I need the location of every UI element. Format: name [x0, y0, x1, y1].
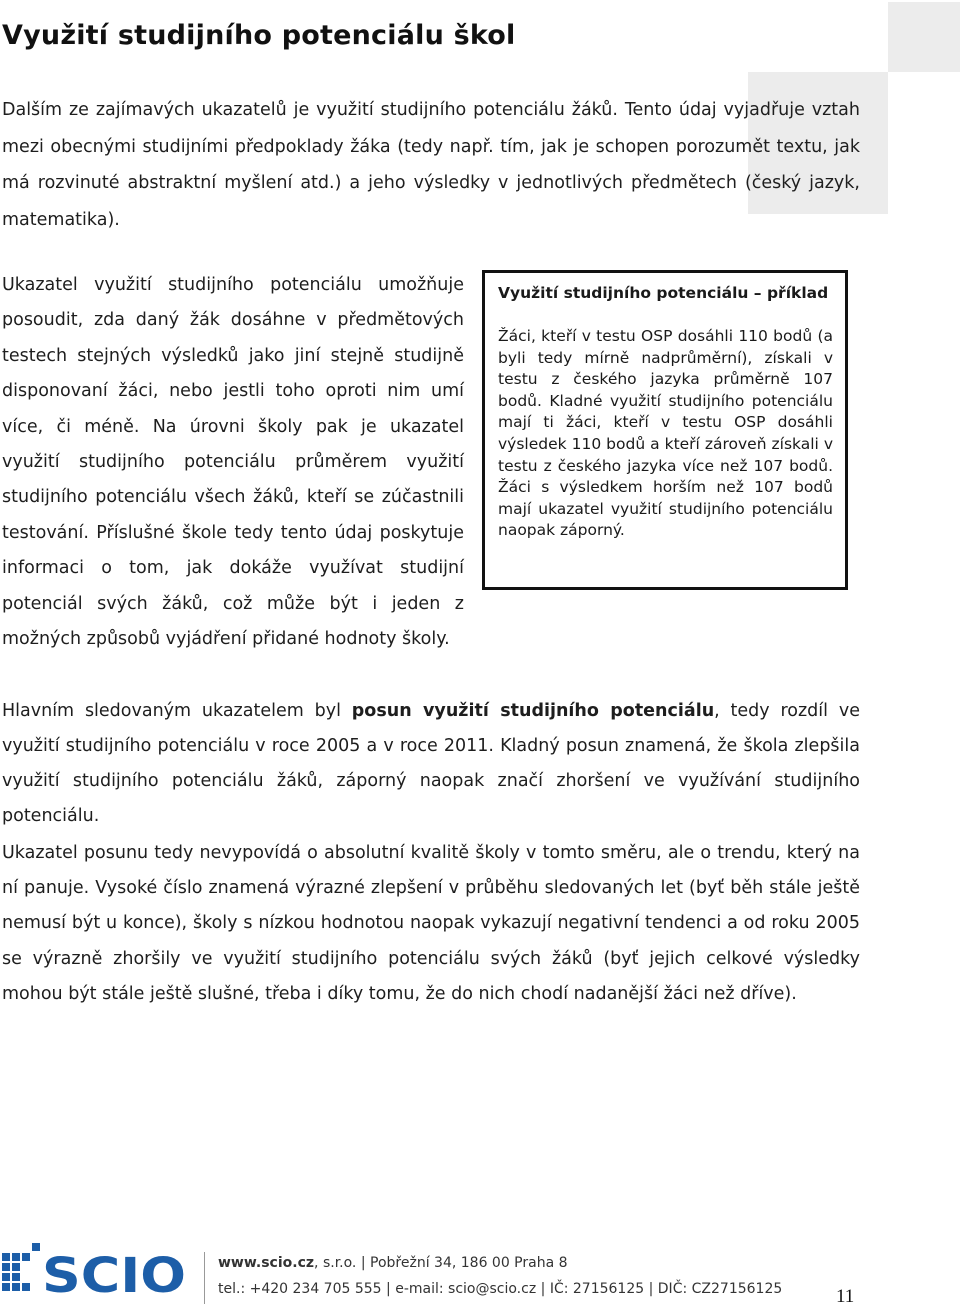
main-paragraph-2: Ukazatel posunu tedy nevypovídá o absolutní kvalitě školy v tomto směru, ale o trendu, který na ní panuje. Vysoké číslo znamená výrazné zlepšení v průběhu sledovaných let (byť běh stále ještě nemusí být u konce), školy s nízkou hodnotou naopak vykazují negativní tendenci a od roku 2005 se výrazně zhoršily ve využití studijního potenciálu svých žáků (byť jejich celkové výsledky mohou být stále ještě slušné, třeba i díky tomu, že do nich chodí nadanější žáci než dříve). — [2, 843, 860, 1004]
footer-separator: | — [540, 1281, 546, 1297]
footer-dic: DIČ: CZ27156125 — [657, 1281, 783, 1297]
footer-separator: | — [360, 1255, 366, 1271]
footer-separator: | — [386, 1281, 391, 1297]
page-title: Využití studijního potenciálu škol — [2, 20, 516, 51]
footer-phone: tel.: +420 234 705 555 — [218, 1281, 382, 1297]
logo-square — [2, 1283, 10, 1291]
main-paragraph-1-start: Hlavním sledovaným ukazatelem byl — [2, 701, 352, 721]
logo-square — [22, 1283, 30, 1291]
footer-address: Pobřežní 34, 186 00 Praha 8 — [370, 1255, 568, 1271]
example-box-title: Využití studijního potenciálu – příklad — [498, 284, 829, 302]
scio-logo — [2, 1243, 188, 1293]
footer-ico: IČ: 27156125 — [549, 1281, 645, 1297]
example-box — [482, 270, 848, 590]
main-paragraph-1 — [2, 694, 860, 834]
logo-square — [32, 1243, 40, 1251]
footer-email: e-mail: scio@scio.cz — [395, 1281, 537, 1297]
footer — [204, 1250, 783, 1302]
logo-square — [12, 1283, 20, 1291]
left-column-paragraph: Ukazatel využití studijního potenciálu umožňuje posoudit, zda daný žák dosáhne v předmětových testech stejných výsledků jako jiní stejně studijně disponovaní žáci, nebo jestli toho oproti nim umí více, či méně. Na úrovni školy pak je ukazatel využití studijního potenciálu průměrem využití studijního potenciálu všech žáků, kteří se zúčastnili testování. Příslušné škole tedy tento údaj poskytuje informaci o tom, jak dokáže využívat studijní potenciál svých žáků, což může být i jeden z možných způsobů vyjádření přidané hodnoty školy. — [2, 275, 464, 650]
footer-line-1 — [204, 1250, 764, 1276]
page-number: 11 — [836, 1286, 855, 1307]
intro-paragraph: Dalším ze zajímavých ukazatelů je využití studijního potenciálu žáků. Tento údaj vyjadřuje vztah mezi obecnými studijními předpoklady žáka (tedy např. tím, jak je schopen porozumět textu, jak má rozvinuté abstraktní myšlení atd.) a jeho výsledky v jednotlivých předmětech (český jazyk, matematika). — [2, 100, 860, 230]
footer-separator: | — [648, 1281, 654, 1297]
logo-text: SCIO — [42, 1248, 186, 1293]
main-paragraph-1-bold: posun využití studijního potenciálu — [351, 701, 715, 721]
corner-decoration — [888, 2, 960, 72]
logo-square — [12, 1263, 20, 1271]
logo-square — [2, 1263, 10, 1271]
logo-square — [2, 1273, 10, 1281]
footer-line-2 — [204, 1276, 783, 1302]
logo-square — [2, 1253, 10, 1261]
footer-company: , s.r.o. — [314, 1255, 357, 1271]
main-paragraph-1-end: , tedy rozdíl ve využití studijního potenciálu v roce 2005 a v roce 2011. Kladný posun znamená, že škola zlepšila využití studijního potenciálu žáků, záporný naopak značí zhoršení ve využívání studijního potenciálu. — [2, 701, 860, 826]
footer-website: www.scio.cz — [218, 1255, 315, 1271]
logo-square — [22, 1253, 30, 1261]
logo-square — [12, 1273, 20, 1281]
logo-square — [12, 1253, 20, 1261]
footer-divider — [204, 1252, 205, 1304]
example-box-text: Žáci, kteří v testu OSP dosáhli 110 bodů (a byli tedy mírně nadprůměrní), získali v testu z českého jazyka průměrně 107 bodů. Kladné využití studijního potenciálu mají ti žáci, kteří v testu OSP dosáhli výsledek 110 bodů a kteří zároveň získali v testu z českého jazyka více než 107 bodů. Žáci s výsledkem horším než 107 bodů mají ukazatel využití studijního potenciálu naopak záporný. — [498, 327, 833, 540]
